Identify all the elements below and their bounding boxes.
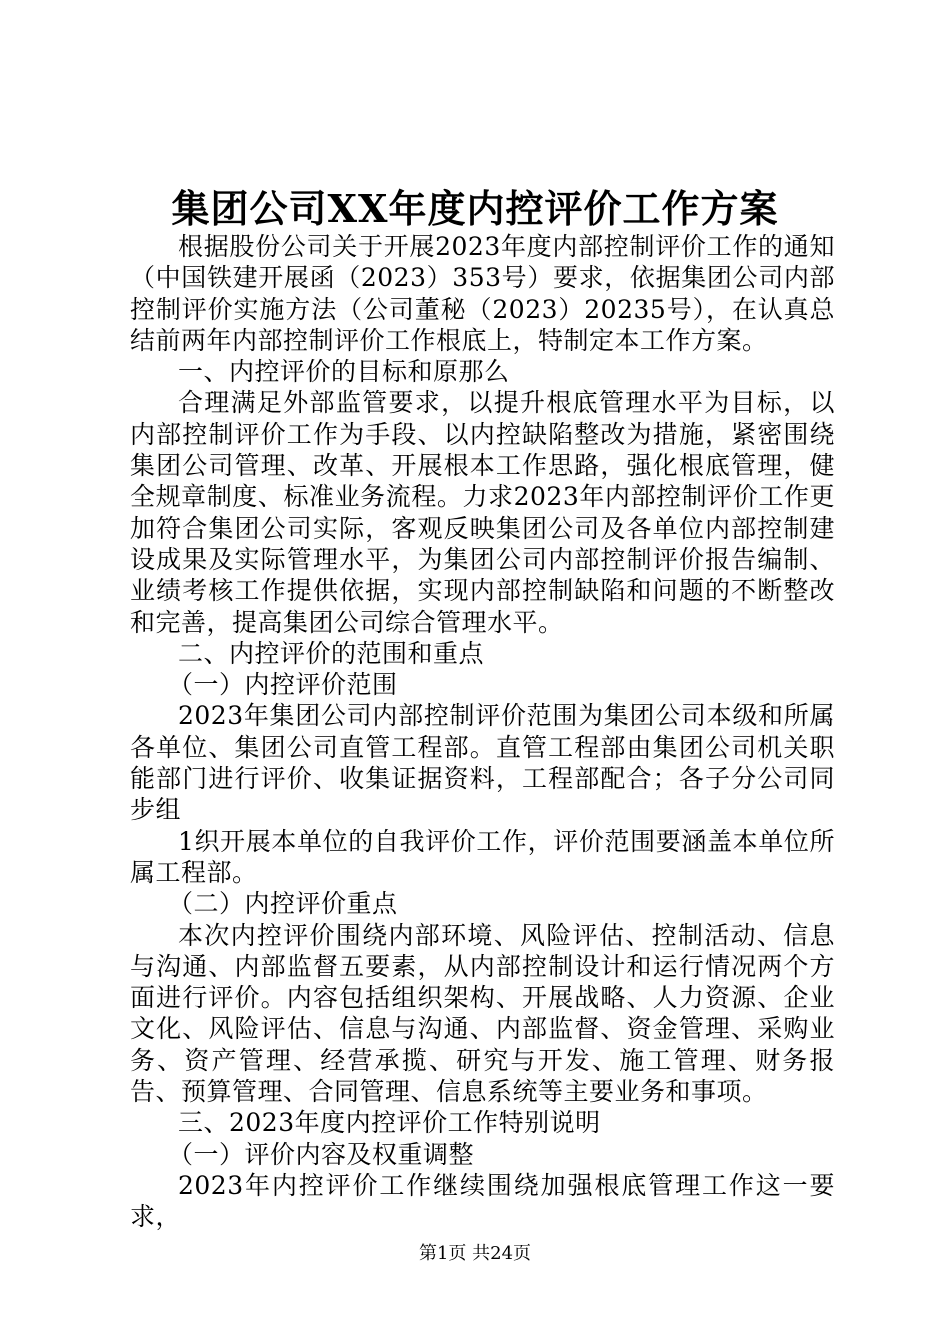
section-heading-1: 一、内控评价的目标和原那么 bbox=[178, 357, 510, 387]
subsection-heading-2-2: （二）内控评价重点 bbox=[168, 889, 398, 919]
paragraph-scope: 2023年集团公司内部控制评价范围为集团公司本级和所属各单位、集团公司直管工程部。直管工程部由集团公司机关职能部门进行评价、收集证据资料，工程部配合；各子分公司同步组 bbox=[130, 701, 835, 825]
paragraph-focus: 本次内控评价围绕内部环境、风险评估、控制活动、信息与沟通、内部监督五要素，从内部控制设计和运行情况两个方面进行评价。内容包括组织架构、开展战略、人力资源、企业文化、风险评估、信息与沟通、内部监督、资金管理、采购业务、资产管理、经营承揽、研究与开发、施工管理、财务报告、预算管理、合同管理、信息系统等主要业务和事项。 bbox=[130, 920, 835, 1107]
paragraph-intro: 根据股份公司关于开展2023年度内部控制评价工作的通知（中国铁建开展函（2023）353号）要求，依据集团公司内部控制评价实施方法（公司董秘（2023）20235号），在认真总结前两年内部控制评价工作根底上，特制定本工作方案。 bbox=[130, 232, 835, 355]
document-body bbox=[130, 231, 835, 1233]
section-heading-3: 三、2023年度内控评价工作特别说明 bbox=[178, 1108, 601, 1138]
document-title: 集团公司XX年度内控评价工作方案 bbox=[171, 186, 779, 231]
paragraph-scope-continued: 1织开展本单位的自我评价工作，评价范围要涵盖本单位所属工程部。 bbox=[130, 826, 835, 887]
section-heading-2: 二、内控评价的范围和重点 bbox=[178, 638, 485, 668]
subsection-heading-3-1: （一）评价内容及权重调整 bbox=[168, 1139, 475, 1169]
paragraph-adjustment: 2023年内控评价工作继续围绕加强根底管理工作这一要求， bbox=[130, 1170, 835, 1232]
subsection-heading-2-1: （一）内控评价范围 bbox=[168, 670, 398, 700]
page-footer: 第1页 共24页 bbox=[418, 1243, 532, 1264]
paragraph-objectives: 合理满足外部监管要求，以提升根底管理水平为目标，以内部控制评价工作为手段、以内控缺陷整改为措施，紧密围绕集团公司管理、改革、开展根本工作思路，强化根底管理，健全规章制度、标准业务流程。力求2023年内部控制评价工作更加符合集团公司实际，客观反映集团公司及各单位内部控制建设成果及实际管理水平，为集团公司内部控制评价报告编制、业绩考核工作提供依据，实现内部控制缺陷和问题的不断整改和完善，提高集团公司综合管理水平。 bbox=[130, 388, 835, 637]
